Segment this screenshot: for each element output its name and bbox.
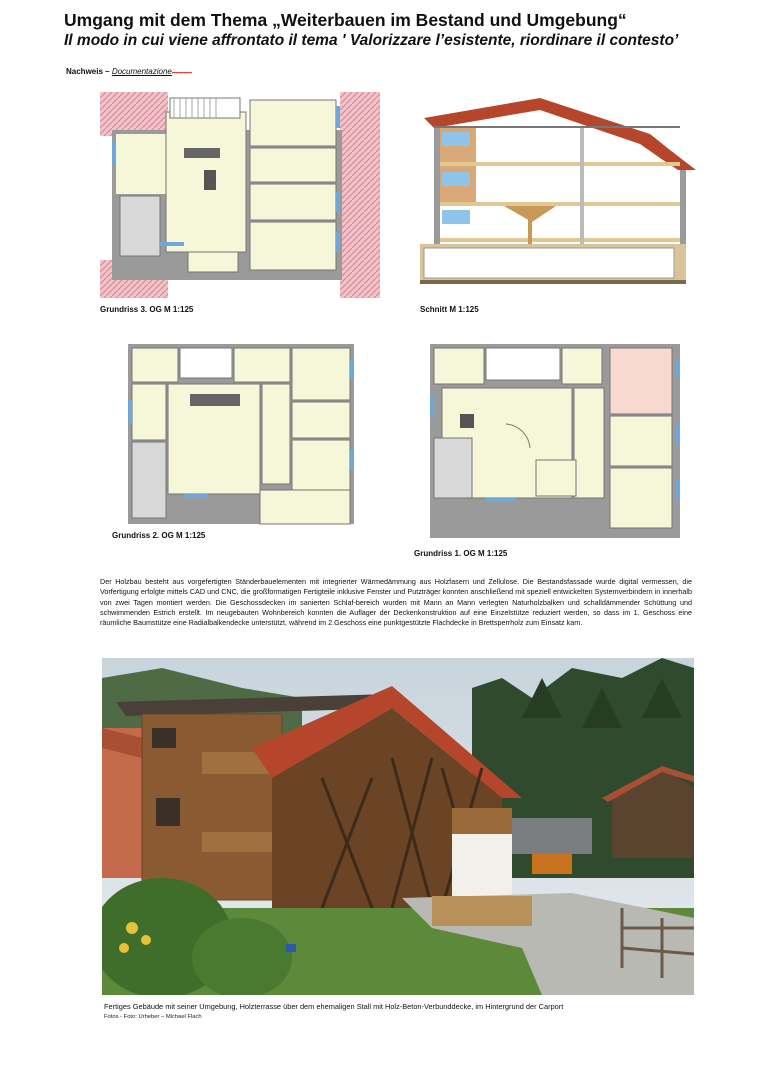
building-photo (102, 658, 694, 995)
photo-credit: Fotos - Foto: Urheber – Michael Flach (104, 1014, 202, 1020)
caption-grundriss-1og: Grundriss 1. OG M 1:125 (414, 549, 508, 558)
caption-grundriss-3og: Grundriss 3. OG M 1:125 (100, 305, 194, 314)
photo-caption: Fertiges Gebäude mit seiner Umgebung, Holzterrasse über dem ehemaligen Stall mit Holz-Beton-Verbunddecke, im Hintergrund der Carport (104, 1002, 564, 1011)
nachweis-de: Nachweis – (66, 67, 112, 76)
page-title-de: Umgang mit dem Thema „Weiterbauen im Bestand und Umgebung“ (64, 10, 627, 30)
caption-schnitt: Schnitt M 1:125 (420, 305, 479, 314)
nachweis-overlay: ............ (171, 70, 192, 76)
floorplan-2og (124, 340, 358, 528)
body-paragraph: Der Holzbau besteht aus vorgefertigten Ständerbauelementen mit integrierter Wärmedämmung aus Holzfasern und Zellulose. Die Bestandsfassade wurde digital vermessen, die Vorfertigung erfolgte mittels CAD und CNC, die großformatigen Fertigteile inklusive Fenster und Putzträger konnten anschließend mit speziell entwickelten Systemverbindern in innerhalb von zwei Tagen montiert werden. Die Geschossdecken im sanierten Schlaf-bereich wurden mit Mann an Mann verlegten Naturholzbalken und schalldämmender Schüttung und schwimmenden Estrich erstellt. Im neugebauten Wohnbereich konnten die Auflager der Deckenkonstruktion auf eine Einzelstütze reduziert werden, so dass im 1. Geschoss eine räumliche Baumstütze eine Radialbalkendecke unterstützt, während im 2.Geschoss eine punktgestützte Flachdecke in Brettsperrholz zum Einsatz kam. (100, 577, 692, 628)
floorplan-3og (100, 92, 380, 298)
nachweis-label (66, 67, 192, 76)
floorplan-1og (426, 340, 684, 542)
page-title-it: Il modo in cui viene affrontato il tema ' Valorizzare l’esistente, riordinare il contesto’ (64, 32, 679, 49)
svg-text:.: . (686, 150, 688, 156)
section-drawing (420, 94, 700, 290)
caption-grundriss-2og: Grundriss 2. OG M 1:125 (112, 531, 206, 540)
nachweis-it: Documentazione (111, 67, 172, 76)
